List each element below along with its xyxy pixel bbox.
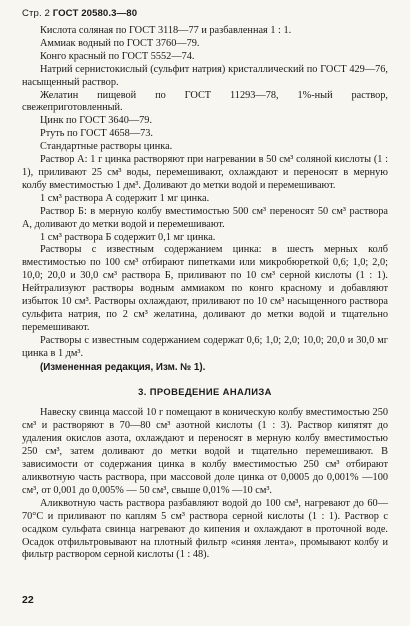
reagent-item: Аммиак водный по ГОСТ 3760—79. bbox=[40, 37, 200, 49]
solution-a-content: 1 см³ раствора А содержит 1 мг цинка. bbox=[40, 192, 210, 204]
known-content-paragraph: Растворы с известным содержанием содержат 0,6; 1,0; 2,0; 10,0; 20,0 и 30,0 мг цинка в 1 дм³. bbox=[22, 334, 388, 359]
reagent-item: Ртуть по ГОСТ 4658—73. bbox=[40, 128, 153, 140]
solution-b-paragraph: Раствор Б: в мерную колбу вместимостью 500 см³ переносят 50 см³ раствора А, доливают до метки водой и перемешивают. bbox=[22, 205, 388, 230]
analysis-paragraph-1: Навеску свинца массой 10 г помещают в коническую колбу вместимостью 250 см³ и растворяют в 70—80 см³ азотной кислоты (1 : 3). Раствор кипятят до удаления окислов азота, охлаждают и переносят в мерную колбу вместимостью 250 см³, затем доливают до метки водой и тщательно перемешивают. В зависимости от содержания цинка в колбу вместимостью 250 см³ отбирают аликвотную часть раствора, при массовой доле цинка от 0,0005 до 0,001% —100 см³, от 0,001 до 0,005% — 50 см³, свыше 0,01% —10 см³. bbox=[22, 407, 388, 496]
reagent-item: Кислота соляная по ГОСТ 3118—77 и разбавленная 1 : 1. bbox=[40, 25, 292, 36]
reagent-item: Натрий сернистокислый (сульфит натрия) кристаллический по ГОСТ 429—76, насыщенный раствор. bbox=[22, 63, 388, 88]
standard-code: ГОСТ 20580.3—80 bbox=[52, 8, 138, 19]
reagent-item: Стандартные растворы цинка. bbox=[40, 141, 173, 153]
page-prefix: Стр. 2 bbox=[22, 8, 50, 19]
solution-a-paragraph: Раствор А: 1 г цинка растворяют при нагревании в 50 см³ соляной кислоты (1 : 1), приливают 25 см³ воды, перемешивают, охлаждают и переносят в мерную колбу вместимостью 1 дм³. Доливают до метки водой и перемешивают. bbox=[22, 154, 388, 191]
reagent-item: Конго красный по ГОСТ 5552—74. bbox=[40, 50, 195, 62]
running-header bbox=[22, 8, 388, 19]
known-solutions-paragraph: Растворы с известным содержанием цинка: в шесть мерных колб вместимостью по 100 см³ отбирают пипетками или микробюреткой 0,6; 1,0; 2,0; 10,0; 20,0 и 30,0 см³ раствора Б, приливают по 10 см³ серной кислоты (1 : 1). Нейтрализуют растворы водным аммиаком по конго красному и добавляют избыток 10 см³. Растворы охлаждают, приливают по 10 см³ насыщенного раствора сульфита натрия, по 2 см³ желатина, доливают до метки водой и тщательно перемешивают. bbox=[22, 244, 388, 333]
solution-b-content: 1 см³ раствора Б содержит 0,1 мг цинка. bbox=[40, 231, 216, 243]
reagent-item: Желатин пищевой по ГОСТ 11293—78, 1%-ный раствор, свежеприготовленный. bbox=[22, 89, 388, 114]
section-title: 3. ПРОВЕДЕНИЕ АНАЛИЗА bbox=[138, 386, 272, 398]
reagent-item: Цинк по ГОСТ 3640—79. bbox=[40, 115, 153, 127]
page-number: 22 bbox=[22, 594, 34, 606]
edition-note: (Измененная редакция, Изм. № 1). bbox=[40, 361, 206, 373]
analysis-paragraph-2: Аликвотную часть раствора разбавляют водой до 100 см³, нагревают до 60—70°С и приливают по каплям 5 см³ раствора серной кислоты (1 : 1). Раствор с осадком сульфата свинца нагревают до кипения и охлаждают в проточной воде. Осадок отфильтровывают на плотный фильтр «синяя лента», промывают колбу и фильтр раствором серной кислоты (1 : 48). bbox=[22, 497, 388, 561]
